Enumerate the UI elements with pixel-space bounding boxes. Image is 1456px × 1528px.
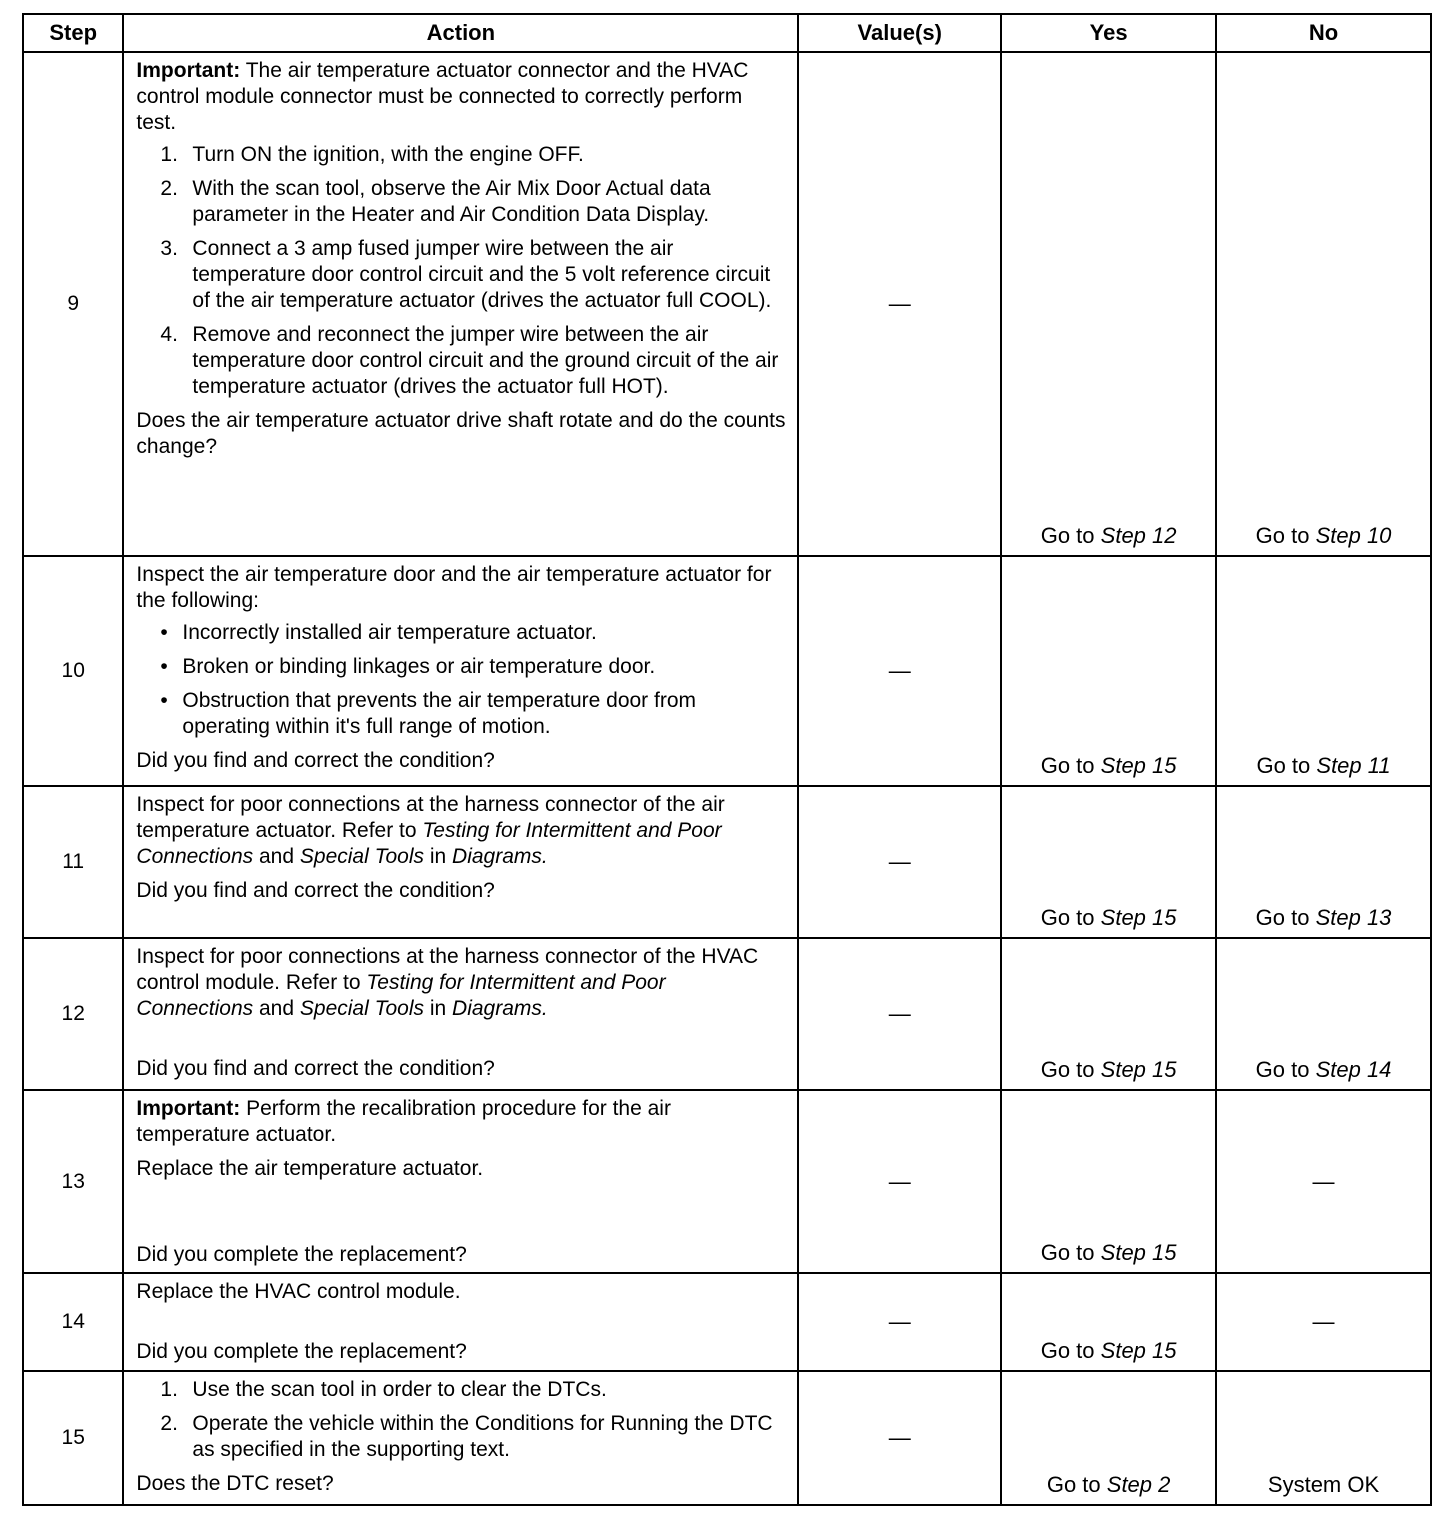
no-cell: — bbox=[1216, 1090, 1431, 1273]
reference-link: Testing for Intermittent and Poor Connections bbox=[136, 819, 722, 868]
spacer bbox=[136, 1022, 787, 1048]
list-number: 2. bbox=[160, 177, 178, 200]
go-to-text: Go to bbox=[1255, 523, 1310, 548]
bullet-icon: • bbox=[160, 655, 168, 678]
list-text: Incorrectly installed air temperature actuator. bbox=[182, 621, 597, 644]
no-cell bbox=[1216, 786, 1431, 938]
spacer bbox=[136, 1208, 787, 1234]
header-yes: Yes bbox=[1001, 14, 1216, 52]
reference-link: Diagrams. bbox=[452, 845, 548, 868]
table-row bbox=[23, 1273, 1431, 1371]
value-cell: — bbox=[798, 52, 1001, 556]
header-no: No bbox=[1216, 14, 1431, 52]
header-values: Value(s) bbox=[798, 14, 1001, 52]
action-cell bbox=[123, 786, 798, 938]
instruction-text bbox=[136, 944, 787, 1022]
list-item bbox=[136, 236, 787, 314]
yes-cell bbox=[1001, 52, 1216, 556]
important-label: Important: bbox=[136, 1097, 241, 1120]
text-part: Inspect for poor connections at the harness connector of the HVAC control module. Refer to bbox=[136, 945, 759, 994]
yes-cell bbox=[1001, 786, 1216, 938]
table-row bbox=[23, 52, 1431, 556]
go-to-text: Go to bbox=[1040, 1240, 1095, 1265]
yes-step-ref: Step 15 bbox=[1100, 905, 1177, 930]
instruction-text bbox=[136, 792, 787, 870]
action-cell bbox=[123, 1090, 798, 1273]
text-part: Inspect for poor connections at the harness connector of the air temperature actuator. Refer to bbox=[136, 793, 725, 842]
go-to-text: Go to bbox=[1040, 1338, 1095, 1363]
no-cell: — bbox=[1216, 1273, 1431, 1371]
value-cell: — bbox=[798, 938, 1001, 1090]
list-item bbox=[136, 1377, 787, 1403]
go-to-text: Go to bbox=[1040, 753, 1095, 778]
yes-cell bbox=[1001, 1371, 1216, 1505]
text-part: in bbox=[424, 997, 453, 1020]
diagnostic-table bbox=[22, 13, 1432, 1506]
list-number: 2. bbox=[160, 1412, 178, 1435]
table-row bbox=[23, 1371, 1431, 1505]
intro-text: Inspect the air temperature door and the air temperature actuator for the following: bbox=[136, 563, 772, 612]
table-row bbox=[23, 938, 1431, 1090]
list-text: Remove and reconnect the jumper wire between the air temperature door control circuit and the ground circuit of the air temperature actuator (drives the actuator full HOT). bbox=[192, 323, 779, 398]
yes-cell bbox=[1001, 556, 1216, 786]
list-item bbox=[136, 688, 787, 740]
no-cell bbox=[1216, 938, 1431, 1090]
list-text: Obstruction that prevents the air temperature door from operating within it's full range of motion. bbox=[182, 689, 696, 738]
value-cell: — bbox=[798, 1273, 1001, 1371]
text-part: in bbox=[424, 845, 453, 868]
list-text: Connect a 3 amp fused jumper wire between the air temperature door control circuit and the 5 volt reference circuit of the air temperature actuator (drives the actuator full COOL). bbox=[192, 237, 772, 312]
action-cell bbox=[123, 1371, 798, 1505]
table-row bbox=[23, 1090, 1431, 1273]
list-item bbox=[136, 176, 787, 228]
go-to-text: Go to bbox=[1046, 1472, 1101, 1497]
spacer bbox=[136, 1305, 787, 1331]
reference-link: Special Tools bbox=[299, 997, 425, 1020]
question: Did you find and correct the condition? bbox=[136, 749, 495, 772]
no-cell bbox=[1216, 52, 1431, 556]
value-cell: — bbox=[798, 1090, 1001, 1273]
important-text: The air temperature actuator connector and the HVAC control module connector must be connected to correctly perform test. bbox=[136, 59, 749, 134]
yes-cell bbox=[1001, 938, 1216, 1090]
important-note bbox=[136, 1096, 787, 1148]
question: Did you find and correct the condition? bbox=[136, 879, 495, 902]
reference-link: Special Tools bbox=[299, 845, 425, 868]
list-number: 4. bbox=[160, 323, 178, 346]
list-item bbox=[136, 654, 787, 680]
go-to-text: Go to bbox=[1255, 905, 1310, 930]
list-text: Turn ON the ignition, with the engine OFF. bbox=[192, 143, 584, 166]
yes-step-ref: Step 15 bbox=[1100, 1057, 1177, 1082]
step-number: 11 bbox=[23, 786, 123, 938]
list-item bbox=[136, 620, 787, 646]
header-step: Step bbox=[23, 14, 123, 52]
list-number: 3. bbox=[160, 237, 178, 260]
question: Does the air temperature actuator drive shaft rotate and do the counts change? bbox=[136, 409, 786, 458]
question: Did you complete the replacement? bbox=[136, 1340, 467, 1363]
step-number: 12 bbox=[23, 938, 123, 1090]
step-number: 15 bbox=[23, 1371, 123, 1505]
go-to-text: Go to bbox=[1256, 753, 1311, 778]
list-item bbox=[136, 322, 787, 400]
yes-step-ref: Step 15 bbox=[1100, 1338, 1177, 1363]
bullet-icon: • bbox=[160, 689, 168, 712]
list-text: With the scan tool, observe the Air Mix Door Actual data parameter in the Heater and Air Condition Data Display. bbox=[192, 177, 711, 226]
list-number: 1. bbox=[160, 143, 178, 166]
yes-step-ref: Step 15 bbox=[1100, 753, 1177, 778]
step-number: 13 bbox=[23, 1090, 123, 1273]
instruction-text: Replace the air temperature actuator. bbox=[136, 1157, 484, 1180]
text-part: and bbox=[253, 845, 300, 868]
yes-cell bbox=[1001, 1090, 1216, 1273]
bullet-icon: • bbox=[160, 621, 168, 644]
yes-cell bbox=[1001, 1273, 1216, 1371]
question: Did you complete the replacement? bbox=[136, 1243, 467, 1266]
go-to-text: Go to bbox=[1040, 905, 1095, 930]
bullet-list bbox=[136, 620, 787, 740]
no-step-ref: Step 11 bbox=[1316, 753, 1391, 778]
list-item bbox=[136, 1411, 787, 1463]
question: Does the DTC reset? bbox=[136, 1472, 334, 1495]
important-text: Perform the recalibration procedure for the air temperature actuator. bbox=[136, 1097, 671, 1146]
go-to-text: Go to bbox=[1255, 1057, 1310, 1082]
yes-step-ref: Step 12 bbox=[1100, 523, 1177, 548]
list-number: 1. bbox=[160, 1378, 178, 1401]
table-row bbox=[23, 556, 1431, 786]
no-step-ref: Step 13 bbox=[1315, 905, 1392, 930]
numbered-list bbox=[136, 1377, 787, 1463]
question: Did you find and correct the condition? bbox=[136, 1057, 495, 1080]
value-cell: — bbox=[798, 556, 1001, 786]
value-cell: — bbox=[798, 1371, 1001, 1505]
no-cell bbox=[1216, 556, 1431, 786]
step-number: 14 bbox=[23, 1273, 123, 1371]
action-cell bbox=[123, 52, 798, 556]
reference-link: Testing for Intermittent and Poor Connections bbox=[136, 971, 666, 1020]
table-row bbox=[23, 786, 1431, 938]
list-item bbox=[136, 142, 787, 168]
important-note bbox=[136, 58, 787, 136]
action-cell bbox=[123, 1273, 798, 1371]
go-to-text: Go to bbox=[1040, 523, 1095, 548]
list-text: Use the scan tool in order to clear the DTCs. bbox=[192, 1378, 607, 1401]
go-to-text: Go to bbox=[1040, 1057, 1095, 1082]
list-text: Broken or binding linkages or air temperature door. bbox=[182, 655, 656, 678]
numbered-list bbox=[136, 142, 787, 400]
header-action: Action bbox=[123, 14, 798, 52]
value-cell: — bbox=[798, 786, 1001, 938]
instruction-text: Replace the HVAC control module. bbox=[136, 1280, 461, 1303]
header-row bbox=[23, 14, 1431, 52]
list-text: Operate the vehicle within the Conditions for Running the DTC as specified in the supporting text. bbox=[192, 1412, 773, 1461]
no-step-ref: Step 14 bbox=[1315, 1057, 1392, 1082]
important-label: Important: bbox=[136, 59, 241, 82]
step-number: 9 bbox=[23, 52, 123, 556]
action-cell bbox=[123, 938, 798, 1090]
reference-link: Diagrams. bbox=[452, 997, 548, 1020]
no-step-ref: Step 10 bbox=[1315, 523, 1392, 548]
step-number: 10 bbox=[23, 556, 123, 786]
action-cell bbox=[123, 556, 798, 786]
no-cell: System OK bbox=[1216, 1371, 1431, 1505]
yes-step-ref: Step 2 bbox=[1106, 1472, 1171, 1497]
yes-step-ref: Step 15 bbox=[1100, 1240, 1177, 1265]
text-part: and bbox=[253, 997, 300, 1020]
spacer bbox=[136, 1182, 787, 1208]
